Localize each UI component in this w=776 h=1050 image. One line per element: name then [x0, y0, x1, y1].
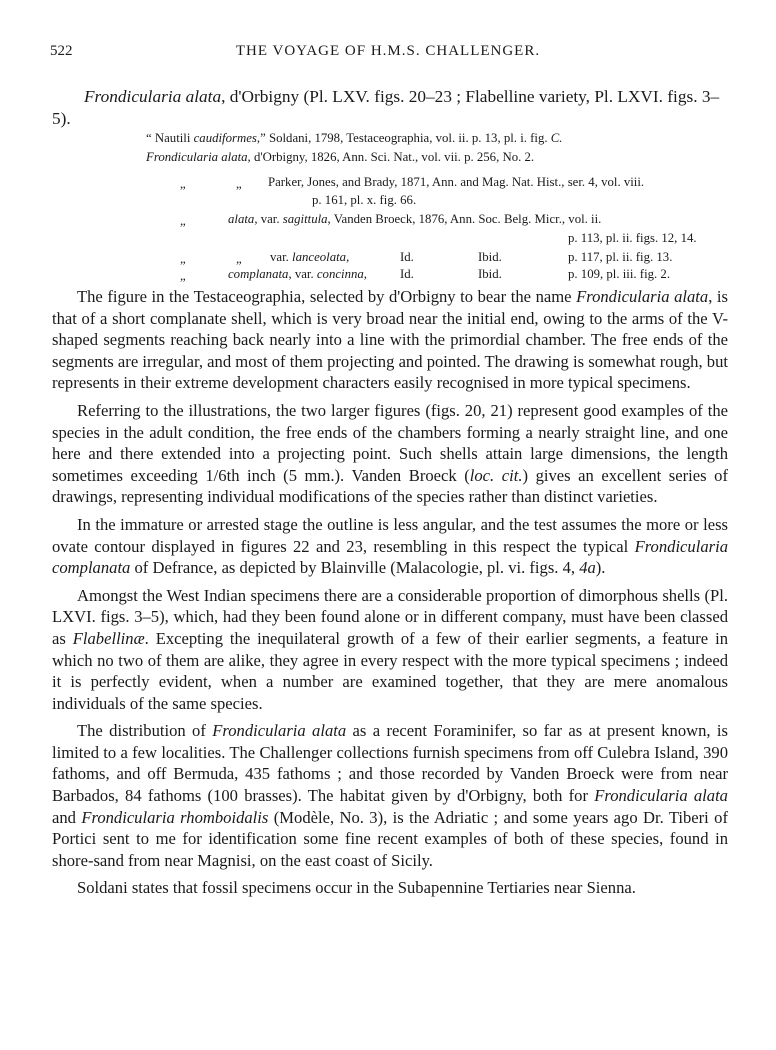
- synonymy-line-1: “ Nautili caudiformes,” Soldani, 1798, Testaceographia, vol. ii. p. 13, pl. i. fig. C.: [146, 131, 563, 145]
- synonymy-ibid: Ibid.: [478, 250, 502, 264]
- synonymy-id: Id.: [400, 250, 414, 264]
- ditto-mark: „: [236, 252, 242, 266]
- synonymy-reference: p. 109, pl. iii. fig. 2.: [568, 267, 671, 281]
- synonymy-line-2: Frondicularia alata, d'Orbigny, 1826, Ann. Sci. Nat., vol. vii. p. 256, No. 2.: [146, 150, 535, 164]
- paragraph-6: Soldani states that fossil specimens occur in the Subapennine Tertiaries near Sienna.: [77, 878, 636, 898]
- species-name: Frondicularia alata: [84, 87, 222, 106]
- paragraph-2: Referring to the illustrations, the two larger figures (figs. 20, 21) represent good examples of the species in the adult condition, the free ends of the chambers forming a nearly straight line, and one here and there extended into a projecting point. Such shells attain large dimensions, the length sometimes exceeding 1/6th inch (5 mm.). Vanden Broeck (loc. cit.) gives an excellent series of drawings, representing individual modifications of the species rather than distinct varieties.: [52, 400, 728, 507]
- ditto-mark: „: [236, 177, 242, 191]
- synonymy-ibid: Ibid.: [478, 267, 502, 281]
- synonymy-line-3: Parker, Jones, and Brady, 1871, Ann. and Mag. Nat. Hist., ser. 4, vol. viii.: [268, 175, 645, 189]
- synonymy-line-3-cont: p. 161, pl. x. fig. 66.: [312, 193, 417, 207]
- ditto-mark: „: [180, 252, 186, 266]
- ditto-mark: „: [180, 269, 186, 283]
- paragraph-1: The figure in the Testaceographia, selected by d'Orbigny to bear the name Frondicularia alata, is that of a short complanate shell, which is very broad near the initial end, owing to the arms of the V-shaped segments reaching back nearly into a line with the primordial chamber. The free ends of the segments are irregular, and most of them projecting and pointed. The drawing is somewhat rough, but represents in their extreme development characters easily recognised in more typical specimens.: [52, 287, 728, 393]
- fraction: 1/6: [205, 465, 227, 485]
- synonymy-id: Id.: [400, 267, 414, 281]
- synonymy-reference: p. 117, pl. ii. fig. 13.: [568, 250, 673, 264]
- synonymy-line-4-cont: p. 113, pl. ii. figs. 12, 14.: [568, 231, 697, 245]
- species-heading-rest: , d'Orbigny (Pl. LXV. figs. 20–23 ; Flabelline variety, Pl. LXVI. figs. 3–5).: [52, 87, 720, 128]
- paragraph-4: Amongst the West Indian specimens there are a considerable proportion of dimorphous shells (Pl. LXVI. figs. 3–5), which, had they been found alone or in different company, must have been classed as Flabellinæ. Excepting the inequilateral growth of a few of their earlier segments, a feature in which no two of them are alike, they agree in every respect with the more typical specimens ; indeed it is perfectly evident, when a number are examined together, that they are mere anomalous individuals of the same species.: [52, 585, 728, 713]
- page-number: 522: [50, 43, 73, 59]
- species-heading: [52, 86, 732, 130]
- ditto-mark: „: [180, 214, 186, 228]
- running-header: [50, 43, 726, 67]
- paragraph-5: The distribution of Frondicularia alata as a recent Foraminifer, so far as at present known, is limited to a few localities. The Challenger collections furnish specimens from off Culebra Island, 390 fathoms, and off Bermuda, 435 fathoms ; and those recorded by Vanden Broeck were from near Barbados, 84 fathoms (100 brasses). The habitat given by d'Orbigny, both for Frondicularia alata and Frondicularia rhomboidalis (Modèle, No. 3), is the Adriatic ; and some years ago Dr. Tiberi of Portici sent to me for identification some fine recent examples of both of these species, found in shore-sand from near Magnisi, on the east coast of Sicily.: [52, 721, 728, 870]
- paragraph-3: In the immature or arrested stage the outline is less angular, and the test assumes the more or less ovate contour displayed in figures 22 and 23, resembling in this respect the typical Frondicularia complanata of Defrance, as depicted by Blainville (Malacologie, pl. vi. figs. 4, 4a).: [52, 514, 728, 578]
- ditto-mark: „: [180, 177, 186, 191]
- body-text: [52, 286, 728, 905]
- synonymy-line-5: var. lanceolata,: [270, 250, 350, 264]
- running-title: THE VOYAGE OF H.M.S. CHALLENGER.: [235, 43, 541, 59]
- synonymy-line-6: complanata, var. concinna,: [228, 267, 367, 281]
- synonymy-line-4: alata, var. sagittula, Vanden Broeck, 1876, Ann. Soc. Belg. Micr., vol. ii.: [228, 212, 602, 226]
